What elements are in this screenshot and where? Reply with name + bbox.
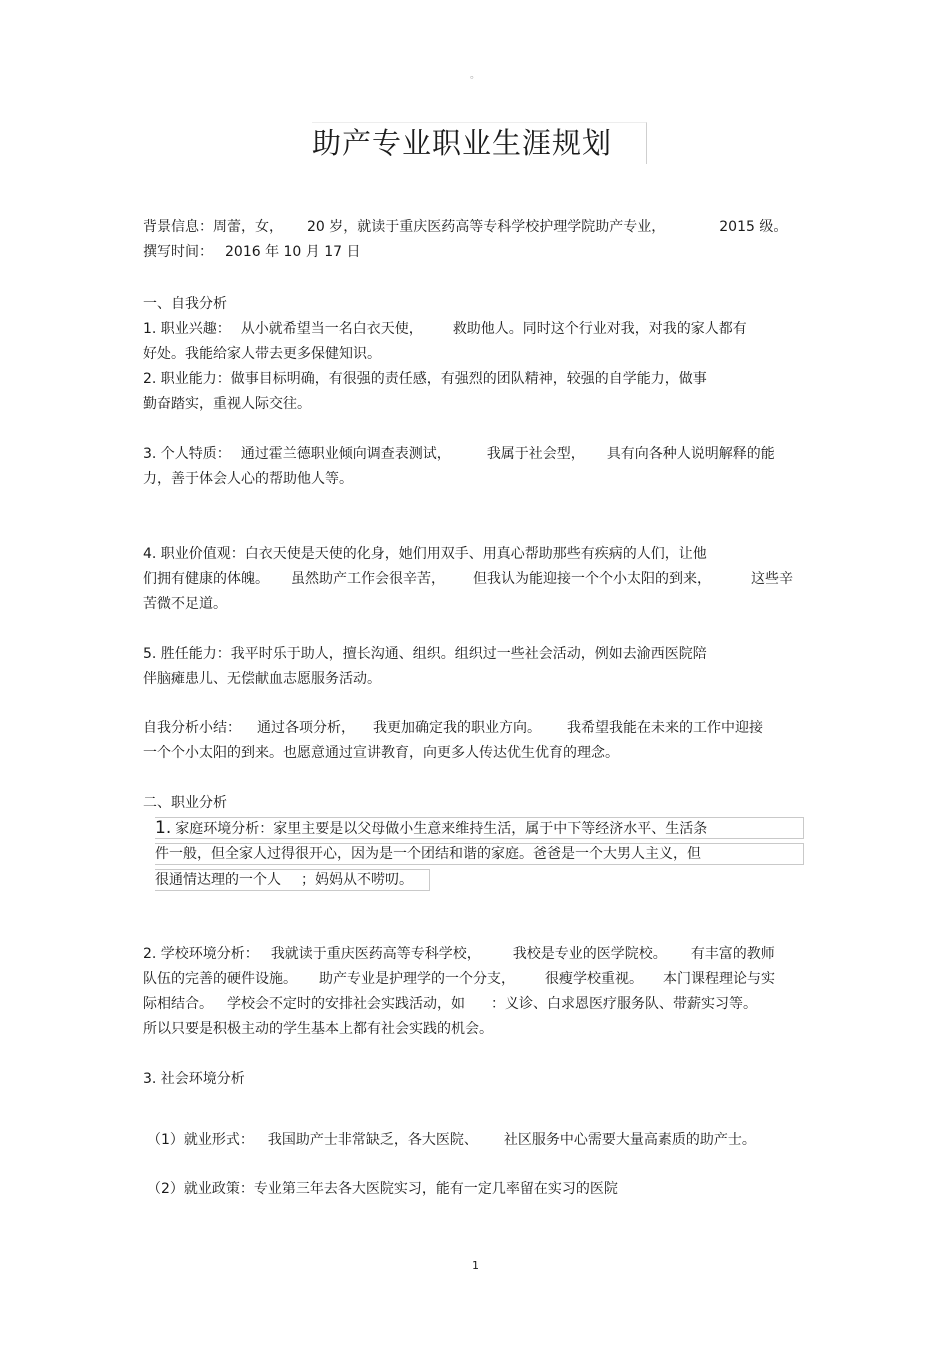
competence-line: 伴脑瘫患儿、无偿献血志愿服务活动。	[143, 671, 381, 687]
summary-line: 一个个小太阳的到来。也愿意通过宣讲教育，向更多人传达优生优育的理念。	[143, 745, 619, 761]
text-segment: 通过霍兰德职业倾向调查表测试，	[240, 446, 451, 462]
text-segment: 虽然助产工作会很辛苦，	[291, 571, 445, 587]
background-part: 20 岁，就读于重庆医药高等专科学校护理学院助产专业，	[307, 219, 666, 235]
text-segment: 1. 职业兴趣：	[143, 321, 231, 337]
interest-line	[143, 319, 747, 339]
text-segment: 我就读于重庆医药高等专科学校，	[270, 946, 481, 962]
competence-line: 5. 胜任能力：我平时乐于助人，擅长沟通、组织。组织过一些社会活动，例如去渝西医院陪	[143, 646, 707, 662]
family-number: 1.	[155, 818, 172, 838]
text-segment: 际相结合。	[143, 996, 213, 1012]
policy-line: （2）就业政策：专业第三年去各大医院实习，能有一定几率留在实习的医院	[147, 1181, 618, 1197]
text-segment: 3. 个人特质：	[143, 446, 231, 462]
written-label: 撰写时间：	[143, 244, 213, 260]
text-segment: 我更加确定我的职业方向。	[373, 720, 541, 736]
text-segment: 我希望我能在未来的工作中迎接	[567, 720, 763, 736]
text-segment: （1）就业形式：	[147, 1132, 254, 1148]
text-segment: 学校会不定时的安排社会实践活动，如	[227, 996, 465, 1012]
text-segment: 自我分析小结：	[143, 720, 241, 736]
text-segment: ：义诊、白求恩医疗服务队、带薪实习等。	[491, 996, 757, 1012]
trait-line: 力，善于体会人心的帮助他人等。	[143, 471, 353, 487]
header-mark: 。	[470, 70, 480, 81]
background-part: 2015 级。	[719, 219, 788, 235]
ability-line: 2. 职业能力：做事目标明确，有很强的责任感，有强烈的团队精神，较强的自学能力，做事	[143, 371, 707, 387]
text-segment: 2. 学校环境分析：	[143, 946, 259, 962]
text-segment: 社区服务中心需要大量高素质的助产士。	[503, 1132, 756, 1148]
text-segment: 很通情达理的一个人	[155, 872, 281, 888]
ability-line: 勤奋踏实，重视人际交往。	[143, 396, 311, 412]
text-segment: 家庭环境分析：家里主要是以父母做小生意来维持生活，属于中下等经济水平、生活条	[175, 821, 708, 837]
page-number: 1	[472, 1259, 479, 1272]
section-heading-career: 二、职业分析	[143, 795, 227, 811]
text-segment: 们拥有健康的体魄。	[143, 571, 269, 587]
text-segment: ；妈妈从不唠叨。	[301, 872, 413, 888]
interest-line: 好处。我能给家人带去更多保健知识。	[143, 346, 381, 362]
school-line	[143, 944, 775, 964]
text-segment: 我国助产士非常缺乏，各大医院、	[267, 1132, 478, 1148]
text-segment: 救助他人。同时这个行业对我，对我的家人都有	[452, 321, 747, 337]
society-heading: 3. 社会环境分析	[143, 1071, 245, 1087]
text-segment: 通过各项分析，	[257, 720, 355, 736]
employment-line	[147, 1130, 756, 1150]
text-segment: 具有向各种人说明解释的能	[606, 446, 775, 462]
background-line	[143, 217, 787, 237]
text-segment: 有丰富的教师	[690, 946, 775, 962]
text-segment: 但我认为能迎接一个个小太阳的到来，	[473, 571, 711, 587]
text-segment: 从小就希望当一名白衣天使，	[240, 321, 423, 337]
family-line: 件一般，但全家人过得很开心，因为是一个团结和谐的家庭。爸爸是一个大男人主义，但	[155, 843, 804, 865]
value-line: 4. 职业价值观：白衣天使是天使的化身，她们用双手、用真心帮助那些有疾病的人们，让他	[143, 546, 707, 562]
written-date: 2016 年 10 月 17 日	[225, 244, 361, 260]
value-line	[143, 569, 793, 589]
section-heading-self: 一、自我分析	[143, 296, 227, 312]
school-line	[143, 994, 757, 1014]
text-segment: 我校是专业的医学院校。	[512, 946, 667, 962]
text-segment: 我属于社会型，	[486, 446, 585, 462]
text-segment: 这些辛	[751, 571, 793, 587]
school-line: 所以只要是积极主动的学生基本上都有社会实践的机会。	[143, 1021, 493, 1037]
text-segment: 很瘦学校重视。	[545, 971, 643, 987]
school-line	[143, 969, 775, 989]
page-title: 助产专业职业生涯规划	[312, 122, 647, 164]
summary-line	[143, 718, 763, 738]
written-time-line	[143, 242, 361, 262]
value-line: 苦微不足道。	[143, 596, 227, 612]
family-line	[155, 817, 804, 839]
text-segment: 助产专业是护理学的一个分支，	[319, 971, 515, 987]
text-segment: 本门课程理论与实	[663, 971, 775, 987]
background-part: 背景信息：周蕾，女，	[143, 219, 283, 235]
text-segment: 队伍的完善的硬件设施。	[143, 971, 297, 987]
family-line	[155, 869, 430, 891]
trait-line	[143, 444, 775, 464]
